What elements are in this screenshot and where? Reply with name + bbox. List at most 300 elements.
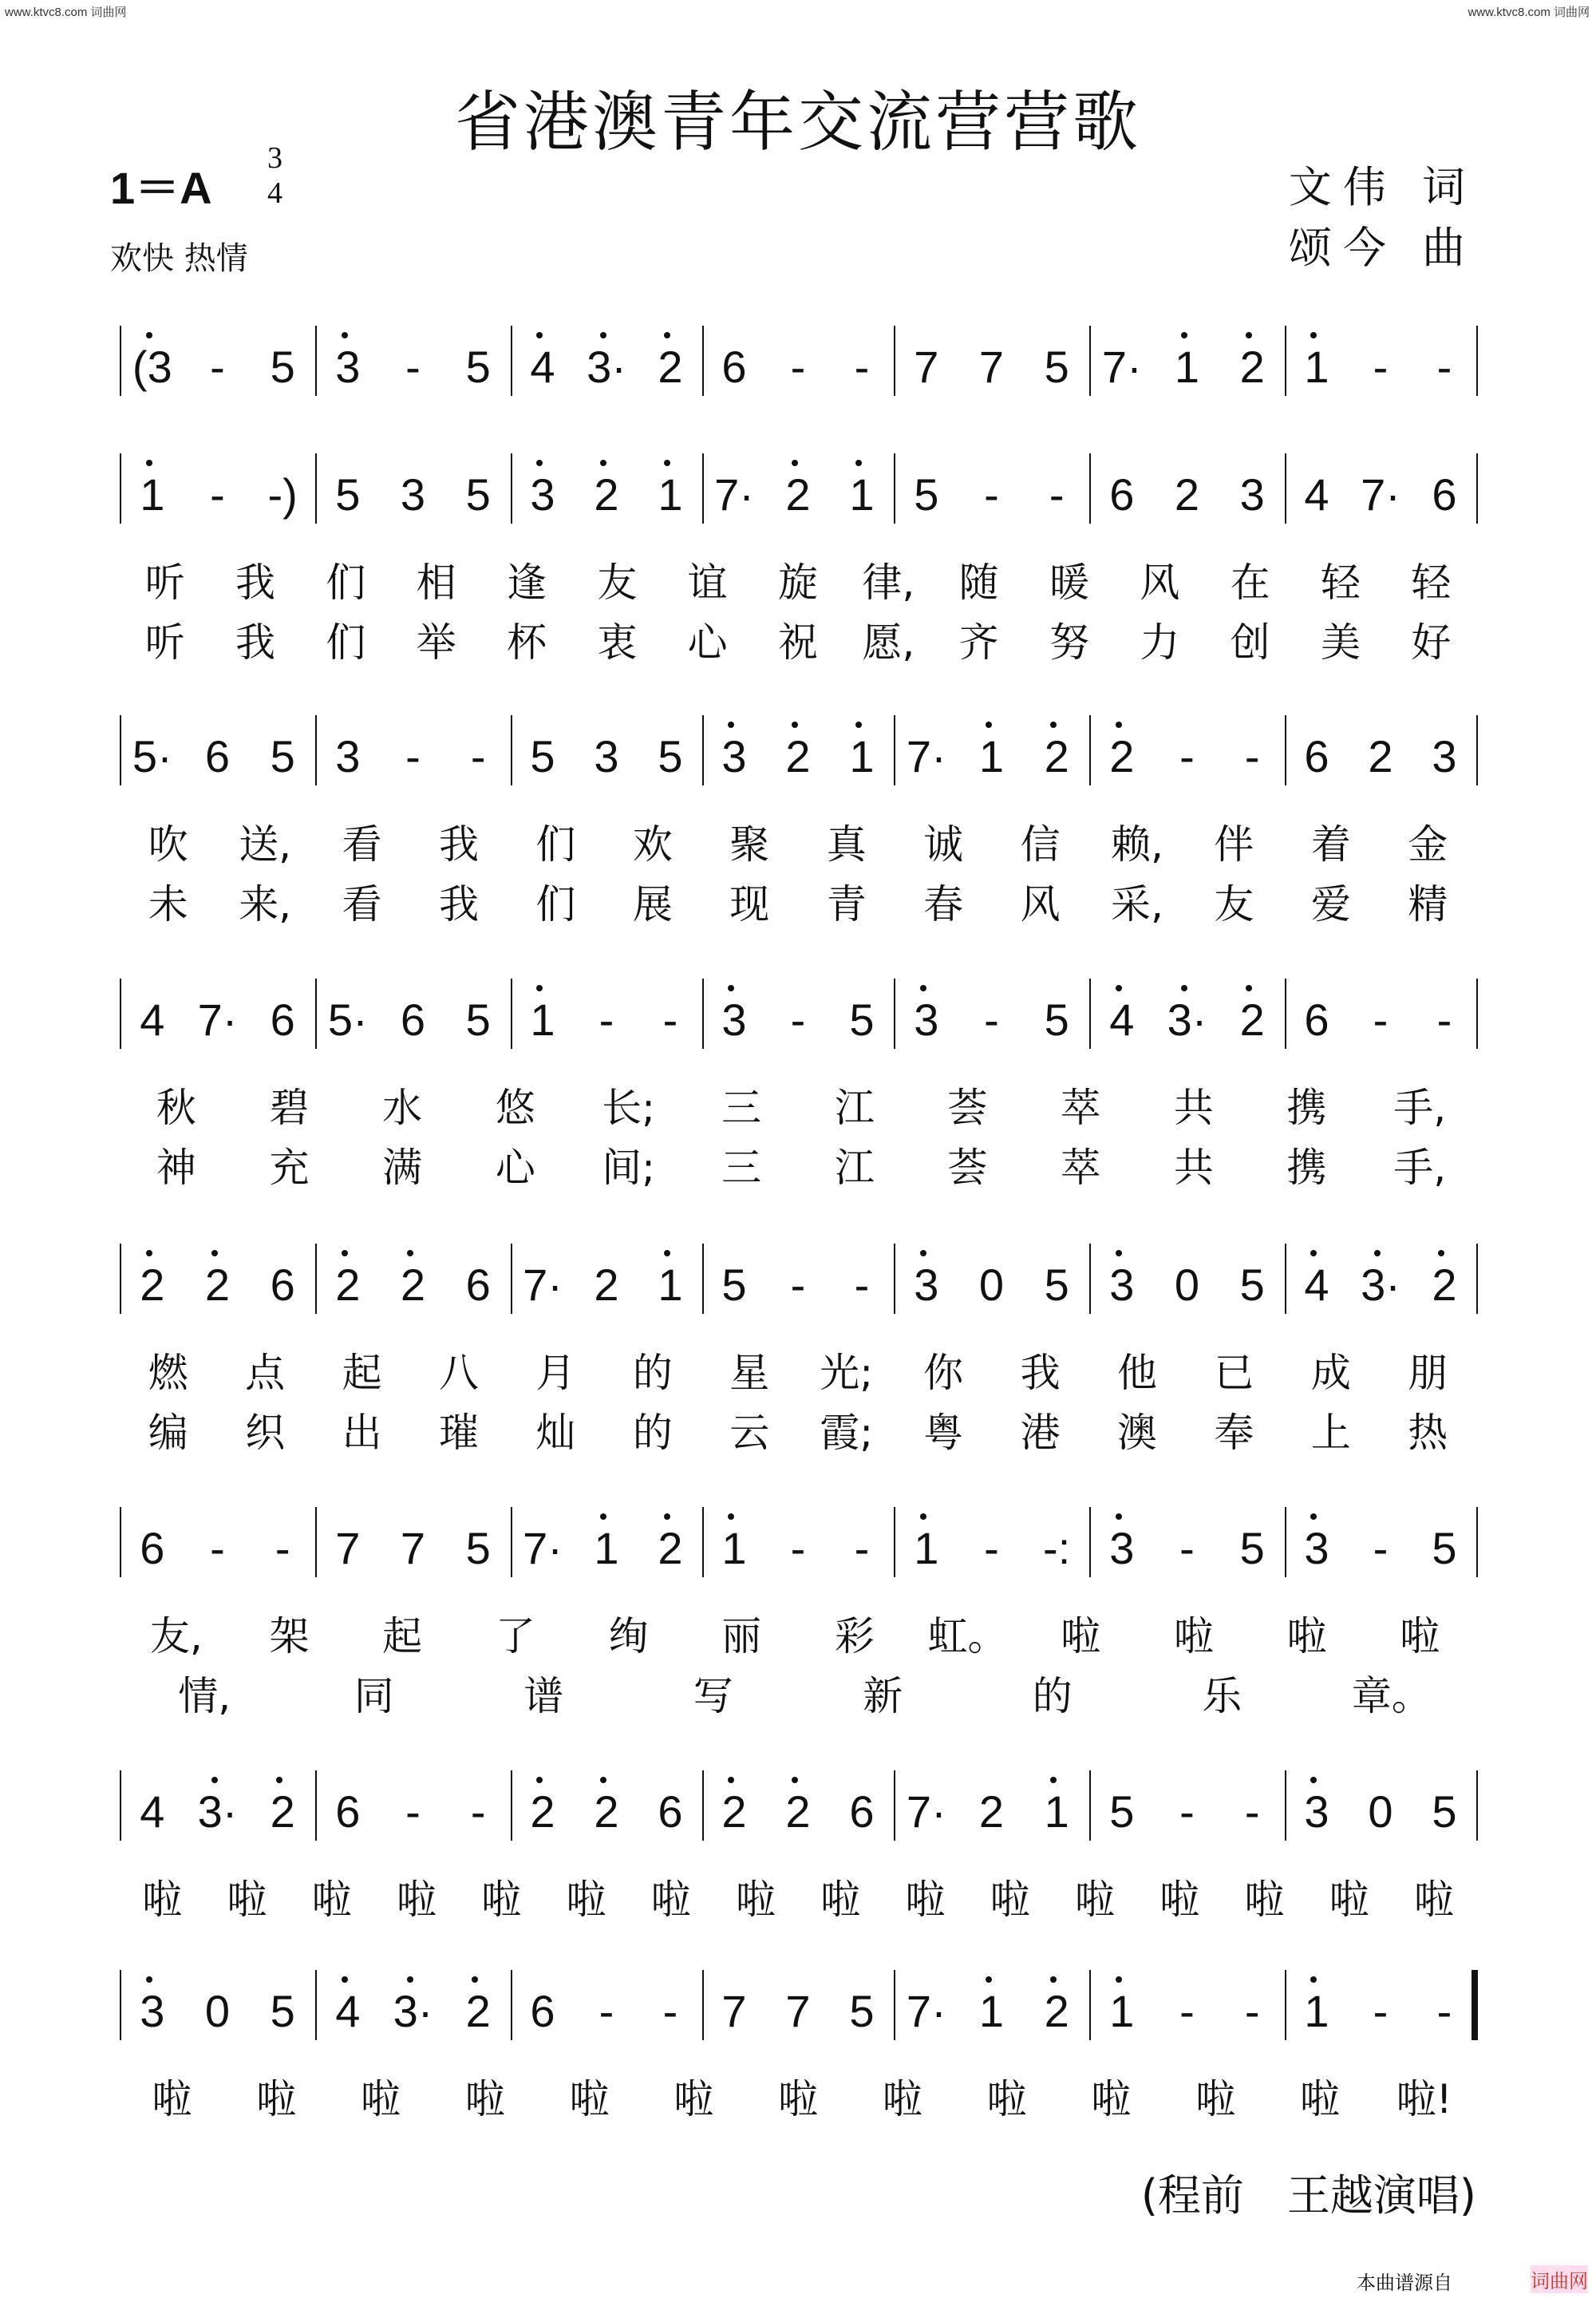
key-label: 1＝A bbox=[110, 163, 212, 213]
bar-line bbox=[511, 979, 512, 1049]
lyric-syllable: 粤 bbox=[923, 1410, 964, 1456]
score-note: 7· bbox=[523, 1523, 563, 1573]
bar-line bbox=[1089, 1507, 1091, 1577]
bar-line bbox=[702, 715, 704, 785]
lyric-syllable: 我 bbox=[439, 821, 479, 868]
lyric-syllable: 风 bbox=[1140, 560, 1180, 606]
score-note: - bbox=[790, 1523, 806, 1573]
lyric-syllable: 心 bbox=[687, 619, 728, 666]
score-note: 3· bbox=[1167, 995, 1207, 1045]
lyric-syllable: 们 bbox=[326, 619, 366, 666]
lyric-syllable: 啦 bbox=[1413, 1877, 1454, 1923]
octave-dot bbox=[855, 460, 862, 466]
score-note: 3 bbox=[914, 995, 939, 1045]
score-note: 3 bbox=[140, 1986, 165, 2036]
lyric-syllable: 金 bbox=[1408, 821, 1448, 868]
score-note: 2 bbox=[978, 1786, 1005, 1837]
score-note: 6 bbox=[270, 1260, 295, 1310]
lyric-syllable: 聚 bbox=[729, 821, 770, 868]
lyric-syllable: 章。 bbox=[1351, 1673, 1432, 1719]
lyric-syllable: 奉 bbox=[1214, 1410, 1254, 1456]
bar-line bbox=[511, 715, 512, 785]
bar-line bbox=[511, 453, 512, 524]
octave-dot bbox=[472, 1976, 478, 1983]
score-note: 2 bbox=[1368, 731, 1393, 781]
octave-dot bbox=[920, 1250, 926, 1256]
score-note: 3· bbox=[197, 1786, 238, 1837]
lyric-syllable: 友 bbox=[597, 560, 638, 606]
octave-dot bbox=[986, 722, 992, 728]
lyric-syllable: 杯 bbox=[507, 619, 547, 666]
score-note: 4 bbox=[1304, 1260, 1329, 1310]
octave-dot bbox=[1116, 1513, 1122, 1520]
octave-dot bbox=[664, 1513, 670, 1520]
lyric-syllable: 送, bbox=[239, 821, 292, 868]
lyric-syllable: 起 bbox=[382, 1613, 423, 1659]
lyric-syllable: 力 bbox=[1140, 619, 1180, 666]
lyric-syllable: 荟 bbox=[947, 1145, 988, 1191]
score-note: 6 bbox=[1109, 469, 1135, 520]
lyric-syllable: 啦 bbox=[1286, 1613, 1327, 1659]
score-note: 3· bbox=[1361, 1260, 1400, 1310]
score-note: 7· bbox=[1361, 469, 1400, 520]
score-note: 5 bbox=[270, 342, 295, 392]
score-note: 3· bbox=[393, 1986, 433, 2036]
lyric-syllable: 青 bbox=[826, 881, 867, 928]
score-note: - bbox=[790, 1260, 806, 1310]
lyric-syllable: 出 bbox=[342, 1410, 382, 1456]
score-note: 2 bbox=[658, 342, 683, 392]
lyric-syllable: 采, bbox=[1111, 881, 1163, 928]
lyric-syllable: 谊 bbox=[687, 560, 728, 606]
lyric-syllable: 轻 bbox=[1321, 560, 1361, 606]
score-note: 7· bbox=[906, 731, 946, 781]
score-note: - bbox=[275, 1523, 290, 1573]
score-note: - bbox=[1373, 995, 1389, 1045]
score-note: 1 bbox=[1109, 1986, 1135, 2036]
score-note: - bbox=[210, 469, 225, 520]
octave-dot bbox=[1181, 985, 1187, 991]
bar-line bbox=[894, 979, 895, 1049]
tempo-marking: 欢快 热情 bbox=[110, 240, 248, 277]
octave-dot bbox=[1116, 1250, 1122, 1256]
bar-line bbox=[702, 326, 704, 396]
score-note: 5 bbox=[914, 469, 939, 520]
octave-dot bbox=[146, 460, 152, 466]
score-note: - bbox=[598, 995, 614, 1045]
score-note: 3 bbox=[335, 731, 361, 781]
lyric-syllable: 璀 bbox=[439, 1410, 479, 1456]
score-note: 5 bbox=[335, 469, 361, 520]
score-note: 2 bbox=[785, 469, 811, 520]
score-note: 5 bbox=[1044, 995, 1069, 1045]
score-note: - bbox=[1436, 342, 1452, 392]
lyric-syllable: 丽 bbox=[721, 1613, 762, 1659]
score-note: 2 bbox=[594, 1260, 619, 1310]
bar-line bbox=[120, 1244, 121, 1314]
score-note: - bbox=[790, 995, 806, 1045]
bar-line bbox=[1476, 715, 1478, 785]
bar-line bbox=[1285, 1970, 1286, 2040]
score-note: - bbox=[1179, 1786, 1195, 1837]
lyric-syllable: 三 bbox=[721, 1145, 762, 1191]
octave-dot bbox=[664, 460, 670, 466]
bar-line bbox=[702, 453, 704, 524]
lyric-syllable: 共 bbox=[1173, 1145, 1214, 1191]
score-note: 6 bbox=[1304, 731, 1329, 781]
score-note: 5 bbox=[849, 1986, 875, 2036]
score-note: 1 bbox=[978, 731, 1005, 781]
lyric-syllable: 美 bbox=[1321, 619, 1361, 666]
score-note: 5 bbox=[1432, 1523, 1457, 1573]
bar-line bbox=[511, 1770, 512, 1841]
score-note: - bbox=[598, 1986, 614, 2036]
bar-line bbox=[315, 453, 317, 524]
score-note: 2 bbox=[465, 1986, 491, 2036]
bar-line bbox=[1476, 326, 1478, 396]
lyric-syllable: 了 bbox=[495, 1613, 535, 1659]
score-note: - bbox=[1373, 1523, 1389, 1573]
bar-line bbox=[120, 1770, 121, 1841]
octave-dot bbox=[1050, 722, 1057, 728]
score-note: 6 bbox=[465, 1260, 491, 1310]
bar-line bbox=[894, 1507, 895, 1577]
score-note: 2 bbox=[270, 1786, 295, 1837]
score-note: 1 bbox=[1304, 342, 1329, 392]
lyric-syllable: 云 bbox=[729, 1410, 770, 1456]
bar-line bbox=[702, 1970, 704, 2040]
score-note: 2 bbox=[335, 1260, 361, 1310]
score-note: 5 bbox=[849, 995, 875, 1045]
score-note: 1 bbox=[721, 1523, 747, 1573]
lyric-syllable: 爱 bbox=[1310, 881, 1351, 928]
lyric-syllable: 啦 bbox=[152, 2076, 192, 2122]
score-note: 1 bbox=[849, 469, 875, 520]
octave-dot bbox=[211, 1250, 218, 1256]
lyric-syllable: 啦! bbox=[1396, 2076, 1452, 2122]
lyric-syllable: 共 bbox=[1173, 1085, 1214, 1131]
bar-line bbox=[1285, 1507, 1286, 1577]
bar-line bbox=[315, 1770, 317, 1841]
bar-line bbox=[120, 1507, 121, 1577]
song-title: 省港澳青年交流营营歌 bbox=[454, 85, 1141, 160]
lyric-syllable: 愿, bbox=[862, 619, 915, 666]
bar-line bbox=[1472, 1970, 1478, 2040]
octave-dot bbox=[146, 332, 152, 338]
bar-line bbox=[1476, 979, 1478, 1049]
octave-dot bbox=[146, 1250, 152, 1256]
score-note: 3 bbox=[1304, 1523, 1329, 1573]
octave-dot bbox=[600, 332, 606, 338]
score-note: 0 bbox=[978, 1260, 1005, 1310]
octave-dot bbox=[1310, 1250, 1317, 1256]
bar-line bbox=[1285, 453, 1286, 524]
octave-dot bbox=[855, 722, 862, 728]
score-note: - bbox=[1179, 1986, 1195, 2036]
lyric-syllable: 港 bbox=[1020, 1410, 1061, 1456]
score-note: 6 bbox=[204, 731, 231, 781]
score-note: 2 bbox=[1239, 995, 1265, 1045]
lyric-syllable: 未 bbox=[148, 881, 188, 928]
octave-dot bbox=[536, 1777, 543, 1783]
octave-dot bbox=[1310, 1777, 1317, 1783]
octave-dot bbox=[1116, 985, 1122, 991]
lyric-syllable: 啦 bbox=[311, 1877, 352, 1923]
score-note: 5 bbox=[270, 731, 295, 781]
performers-credit: (程前 王越演唱) bbox=[1140, 2170, 1476, 2221]
octave-dot bbox=[407, 1250, 413, 1256]
score-note: - bbox=[210, 342, 225, 392]
bar-line bbox=[894, 453, 895, 524]
octave-dot bbox=[986, 1976, 992, 1983]
lyric-syllable: 萃 bbox=[1061, 1085, 1101, 1131]
lyric-syllable: 风 bbox=[1020, 881, 1061, 928]
octave-dot bbox=[536, 460, 543, 466]
score-note: 4 bbox=[1304, 469, 1329, 520]
bar-line bbox=[702, 1770, 704, 1841]
lyric-syllable: 你 bbox=[923, 1350, 964, 1396]
lyric-syllable: 展 bbox=[632, 881, 673, 928]
lyric-syllable: 们 bbox=[535, 881, 576, 928]
lyric-syllable: 友, bbox=[149, 1613, 203, 1659]
score-note: 2 bbox=[204, 1260, 231, 1310]
lyric-syllable: 精 bbox=[1408, 881, 1448, 928]
lyric-syllable: 着 bbox=[1310, 821, 1351, 868]
octave-dot bbox=[792, 460, 798, 466]
lyric-syllable: 啦 bbox=[820, 1877, 861, 1923]
bar-line bbox=[702, 979, 704, 1049]
octave-dot bbox=[600, 460, 606, 466]
lyric-syllable: 律, bbox=[862, 560, 915, 606]
bar-line bbox=[894, 1244, 895, 1314]
score-note: 1 bbox=[594, 1523, 619, 1573]
lyric-syllable: 点 bbox=[245, 1350, 286, 1396]
score-note: - bbox=[210, 1523, 225, 1573]
bar-line bbox=[1089, 1770, 1091, 1841]
lyric-syllable: 八 bbox=[439, 1350, 479, 1396]
lyric-syllable: 他 bbox=[1117, 1350, 1157, 1396]
score-note: 7 bbox=[978, 342, 1005, 392]
octave-dot bbox=[211, 1777, 218, 1783]
lyric-syllable: 现 bbox=[729, 881, 770, 928]
lyric-syllable: 创 bbox=[1230, 619, 1270, 666]
score-note: 7· bbox=[906, 1986, 946, 2036]
lyric-syllable: 手, bbox=[1393, 1145, 1447, 1191]
lyric-syllable: 啦 bbox=[1195, 2076, 1236, 2122]
lyric-syllable: 举 bbox=[416, 619, 456, 666]
score-note: 7 bbox=[914, 342, 939, 392]
bar-line bbox=[1476, 453, 1478, 524]
octave-dot bbox=[1310, 1976, 1317, 1983]
bar-line bbox=[120, 979, 121, 1049]
bar-line bbox=[702, 1507, 704, 1577]
bar-line bbox=[315, 715, 317, 785]
bar-line bbox=[511, 326, 512, 396]
lyric-syllable: 赖, bbox=[1111, 821, 1163, 868]
score-note: 1 bbox=[140, 469, 165, 520]
lyric-syllable: 啦 bbox=[464, 2076, 505, 2122]
lyric-syllable: 萃 bbox=[1061, 1145, 1101, 1191]
score-note: 2 bbox=[594, 1786, 619, 1837]
bar-line bbox=[120, 1970, 121, 2040]
score-note: 2 bbox=[1044, 731, 1069, 781]
bar-line bbox=[1089, 979, 1091, 1049]
score-note: 7 bbox=[335, 1523, 361, 1573]
lyric-syllable: 热 bbox=[1408, 1410, 1448, 1456]
score-note: 3 bbox=[1109, 1523, 1135, 1573]
score-note: 2 bbox=[400, 1260, 426, 1310]
lyric-syllable: 三 bbox=[721, 1085, 762, 1131]
score-note: 1 bbox=[914, 1523, 939, 1573]
score-note: 6 bbox=[721, 342, 747, 392]
octave-dot bbox=[342, 1976, 348, 1983]
lyric-syllable: 好 bbox=[1411, 619, 1452, 666]
lyric-syllable: 心 bbox=[495, 1145, 535, 1191]
lyric-syllable: 春 bbox=[923, 881, 964, 928]
score-note: 5· bbox=[132, 731, 172, 781]
lyric-syllable: 织 bbox=[245, 1410, 286, 1456]
lyric-syllable: 啦 bbox=[1074, 1877, 1115, 1923]
score-note: 6 bbox=[658, 1786, 683, 1837]
lyric-syllable: 神 bbox=[156, 1145, 196, 1191]
lyric-syllable: 衷 bbox=[597, 619, 638, 666]
octave-dot bbox=[536, 985, 543, 991]
score-note: 4 bbox=[140, 995, 165, 1045]
lyric-syllable: 充 bbox=[269, 1145, 310, 1191]
octave-dot bbox=[1116, 722, 1122, 728]
score-note: 6 bbox=[140, 1523, 165, 1573]
lyric-syllable: 携 bbox=[1286, 1085, 1327, 1131]
lyric-syllable: 啦 bbox=[986, 2076, 1027, 2122]
octave-dot bbox=[536, 332, 543, 338]
lyric-syllable: 啦 bbox=[1400, 1613, 1440, 1659]
score-note: 4 bbox=[140, 1786, 165, 1837]
score-note: - bbox=[470, 731, 486, 781]
score-note: - bbox=[662, 995, 678, 1045]
score-note: 1 bbox=[978, 1986, 1005, 2036]
lyric-syllable: 我 bbox=[1020, 1350, 1061, 1396]
lyric-syllable: 我 bbox=[439, 881, 479, 928]
lyric-syllable: 江 bbox=[834, 1085, 875, 1131]
lyric-syllable: 间; bbox=[602, 1145, 655, 1191]
lyric-syllable: 燃 bbox=[148, 1350, 188, 1396]
score-note: - bbox=[1049, 469, 1065, 520]
score-note: 1 bbox=[658, 1260, 683, 1310]
score-note: 5 bbox=[658, 731, 683, 781]
bar-line bbox=[511, 1507, 512, 1577]
bar-line bbox=[120, 326, 121, 396]
score-note: - bbox=[1244, 1786, 1260, 1837]
score-note: 1 bbox=[530, 995, 555, 1045]
octave-dot bbox=[792, 722, 798, 728]
octave-dot bbox=[728, 722, 734, 728]
bar-line bbox=[894, 715, 895, 785]
score-note: 6 bbox=[1304, 995, 1329, 1045]
score-note: 5 bbox=[721, 1260, 747, 1310]
score-note: 7· bbox=[906, 1786, 946, 1837]
lyric-syllable: 啦 bbox=[735, 1877, 776, 1923]
bar-line bbox=[894, 326, 895, 396]
lyric-syllable: 们 bbox=[535, 821, 576, 868]
octave-dot bbox=[664, 332, 670, 338]
bar-line bbox=[1089, 715, 1091, 785]
octave-dot bbox=[920, 1513, 926, 1520]
lyric-syllable: 随 bbox=[958, 560, 999, 606]
bar-line bbox=[315, 1970, 317, 2040]
key-signature bbox=[110, 153, 212, 217]
score-note: 6 bbox=[530, 1986, 555, 2036]
lyric-syllable: 听 bbox=[144, 619, 185, 666]
bar-line bbox=[1089, 326, 1091, 396]
source-brand-link[interactable]: 词曲网 bbox=[1531, 2265, 1588, 2293]
score-note: 2 bbox=[1239, 342, 1265, 392]
score-note: 0 bbox=[204, 1986, 231, 2036]
lyric-syllable: 啦 bbox=[142, 1877, 183, 1923]
score-note: 5 bbox=[465, 342, 491, 392]
bar-line bbox=[511, 1970, 512, 2040]
score-note: 5 bbox=[465, 1523, 491, 1573]
lyric-syllable: 吹 bbox=[148, 821, 188, 868]
score-note: 6 bbox=[849, 1786, 875, 1837]
lyric-syllable: 秋 bbox=[156, 1085, 196, 1131]
lyric-syllable: 啦 bbox=[1299, 2076, 1340, 2122]
octave-dot bbox=[342, 332, 348, 338]
score-note: 2 bbox=[1432, 1260, 1457, 1310]
score-note: 7· bbox=[714, 469, 754, 520]
lyric-syllable: 星 bbox=[729, 1350, 770, 1396]
octave-dot bbox=[342, 1250, 348, 1256]
score-note: 7· bbox=[197, 995, 238, 1045]
score-note: -) bbox=[267, 469, 298, 520]
lyric-syllable: 碧 bbox=[269, 1085, 310, 1131]
lyric-syllable: 灿 bbox=[535, 1410, 576, 1456]
lyric-syllable: 月 bbox=[535, 1350, 576, 1396]
score-note: (3 bbox=[132, 342, 172, 392]
bar-line bbox=[1089, 453, 1091, 524]
lyricist-credit: 文伟 词 bbox=[1288, 162, 1476, 212]
time-signature bbox=[267, 140, 282, 211]
score-note: - bbox=[662, 1986, 678, 2036]
score-note: 2 bbox=[530, 1786, 555, 1837]
site-watermark-right[interactable]: www.ktvc8.com 词曲网 bbox=[1468, 6, 1590, 19]
score-note: 3 bbox=[335, 342, 361, 392]
score-note: 2 bbox=[1109, 731, 1135, 781]
score-note: - bbox=[405, 1786, 421, 1837]
score-note: 3 bbox=[721, 731, 747, 781]
score-note: 4 bbox=[335, 1986, 361, 2036]
bar-line bbox=[1089, 1970, 1091, 2040]
octave-dot bbox=[920, 985, 926, 991]
score-note: 5 bbox=[1239, 1260, 1265, 1310]
lyric-syllable: 啦 bbox=[256, 2076, 297, 2122]
octave-dot bbox=[600, 1777, 606, 1783]
score-note: 2 bbox=[1174, 469, 1200, 520]
score-note: - bbox=[470, 1786, 486, 1837]
bar-line bbox=[1285, 1244, 1286, 1314]
lyric-syllable: 荟 bbox=[947, 1085, 988, 1131]
lyric-syllable: 啦 bbox=[1091, 2076, 1132, 2122]
octave-dot bbox=[1181, 332, 1187, 338]
octave-dot bbox=[146, 1976, 152, 1983]
score-note: 1 bbox=[1304, 1986, 1329, 2036]
site-watermark-left[interactable]: www.ktvc8.com 词曲网 bbox=[5, 6, 127, 19]
score-note: - bbox=[984, 1523, 999, 1573]
lyric-syllable: 啦 bbox=[1244, 1877, 1285, 1923]
bar-line bbox=[511, 1244, 512, 1314]
lyric-syllable: 祝 bbox=[778, 619, 818, 666]
score-note: 3 bbox=[1109, 1260, 1135, 1310]
score-note: 3 bbox=[400, 469, 426, 520]
